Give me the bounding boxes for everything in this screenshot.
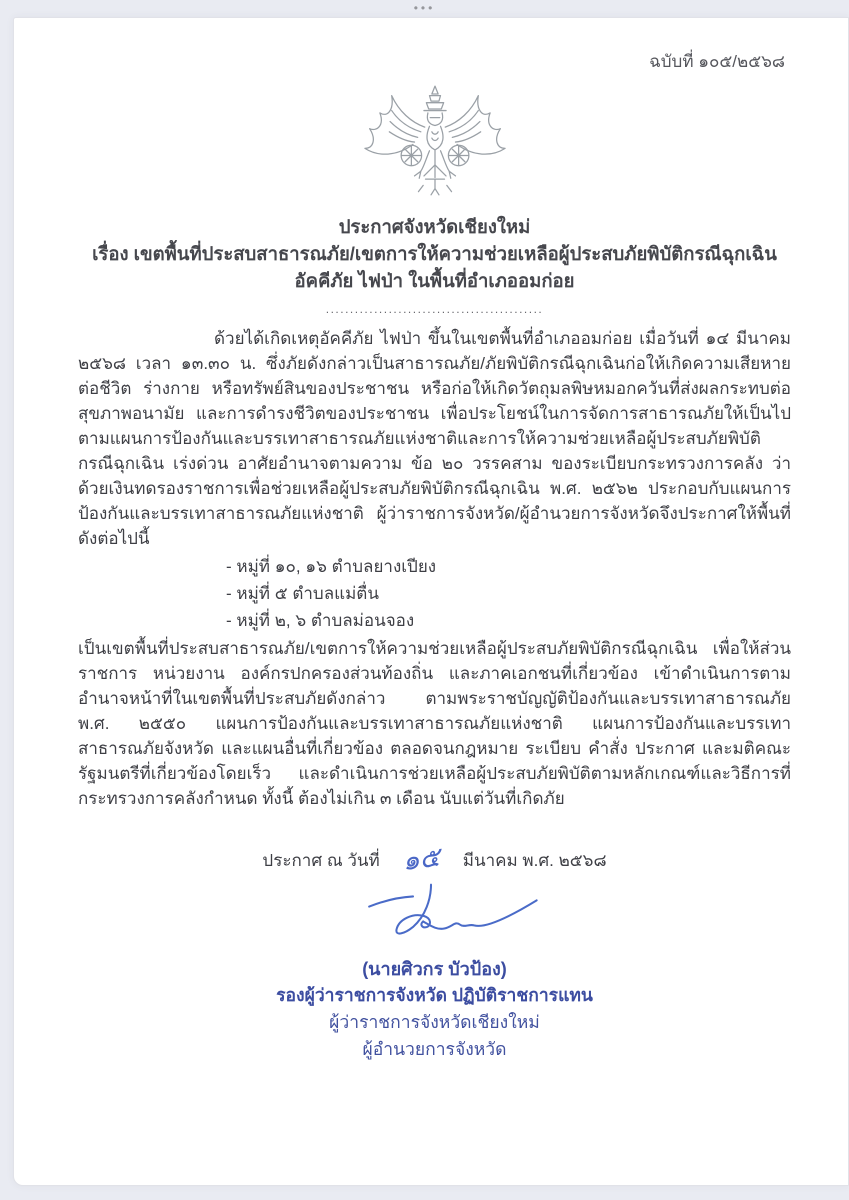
signer-role-director: ผู้อำนวยการจังหวัด [362,1039,507,1059]
title-province: ประกาศจังหวัดเชียงใหม่ [338,216,531,237]
title-subject: เรื่อง เขตพื้นที่ประสบสาธารณภัย/เขตการให้ความช่วยเหลือผู้ประสบภัยพิบัติกรณีฉุกเฉิน [92,243,777,264]
garuda-emblem-icon [347,83,523,209]
list-item: - หมู่ที่ ๑๐, ๑๖ ตำบลยางเปียง [226,557,437,576]
document-title-block [78,213,791,294]
signature-scribble-icon [335,880,563,952]
date-prefix: ประกาศ ณ วันที่ [262,851,380,870]
title-subject-area: อัคคีภัย ไฟป่า ในพื้นที่อำเภออมก่อย [294,270,575,291]
handwritten-day: ๑๕ [400,841,442,877]
date-suffix: มีนาคม พ.ศ. ๒๕๖๘ [462,851,607,870]
list-item: - หมู่ที่ ๕ ตำบลแม่ตื่น [226,584,379,603]
paragraph-closing: เป็นเขตพื้นที่ประสบสาธารณภัย/เขตการให้ความช่วยเหลือผู้ประสบภัยพิบัติกรณีฉุกเฉิน เพื่อให้ส่วนราชการ หน่วยงาน องค์กรปกครองส่วนท้องถิ่น และภาคเอกชนที่เกี่ยวข้อง เข้าดำเนินการตามอำนาจหน้าที่ในเขตพื้นที่ประสบภัยดังกล่าว ตามพระราชบัญญัติป้องกันและบรรเทาสาธารณภัย พ.ศ. ๒๕๕๐ แผนการป้องกันและบรรเทาสาธารณภัยแห่งชาติ แผนการป้องกันและบรรเทาสาธารณภัยจังหวัด และแผนอื่นที่เกี่ยวข้อง ตลอดจนกฎหมาย ระเบียบ คำสั่ง ประกาศ และมติคณะรัฐมนตรีที่เกี่ยวข้องโดยเร็ว และดำเนินการช่วยเหลือผู้ประสบภัยพิบัติตามหลักเกณฑ์และวิธีการที่กระทรวงการคลังกำหนด ทั้งนี้ ต้องไม่เกิน ๓ เดือน นับแต่วันที่เกิดภัย [78,639,791,808]
viewer-menu-dots[interactable]: ••• [413,1,436,15]
list-item: - หมู่ที่ ๒, ๖ ตำบลม่อนจอง [226,611,415,630]
signer-role-governor: ผู้ว่าราชการจังหวัดเชียงใหม่ [329,1012,540,1032]
paragraph-intro: ด้วยได้เกิดเหตุอัคคีภัย ไฟป่า ขึ้นในเขตพื้นที่อำเภออมก่อย เมื่อวันที่ ๑๔ มีนาคม ๒๕๖๘ เวลา ๑๓.๓๐ น. ซึ่งภัยดังกล่าวเป็นสาธารณภัย/ภัยพิบัติกรณีฉุกเฉินก่อให้เกิดความเสียหายต่อชีวิต ร่างกาย หรือทรัพย์สินของประชาชน หรือก่อให้เกิดวัตถุมลพิษหมอกควันที่ส่งผลกระทบต่อสุขภาพอนามัย และการดำรงชีวิตของประชาชน เพื่อประโยชน์ในการจัดการสาธารณภัยให้เป็นไปตามแผนการป้องกันและบรรเทาสาธารณภัยแห่งชาติและการให้ความช่วยเหลือผู้ประสบภัยพิบัติกรณีฉุกเฉิน เร่งด่วน อาศัยอำนาจตามความ ข้อ ๒๐ วรรคสาม ของระเบียบกระทรวงการคลัง ว่าด้วยเงินทดรองราชการเพื่อช่วยเหลือผู้ประสบภัยพิบัติกรณีฉุกเฉิน พ.ศ. ๒๕๖๒ ประกอบกับแผนการป้องกันและบรรเทาสาธารณภัยแห่งชาติ ผู้ว่าราชการจังหวัด/ผู้อำนวยการจังหวัดจึงประกาศให้พื้นที่ ดังต่อไปนี้ [78,329,791,548]
affected-area-list [78,553,791,634]
document-number: ฉบับที่ ๑๐๕/๒๕๖๘ [649,52,785,71]
document-page [13,17,849,1186]
dotted-divider: ............................................. [325,302,544,316]
signer-role-acting: รองผู้ว่าราชการจังหวัด ปฏิบัติราชการแทน [276,985,593,1005]
announcement-date-line [78,841,791,877]
signer-name: (นายศิวกร บัวป้อง) [362,959,507,979]
signature-block [78,956,791,1063]
